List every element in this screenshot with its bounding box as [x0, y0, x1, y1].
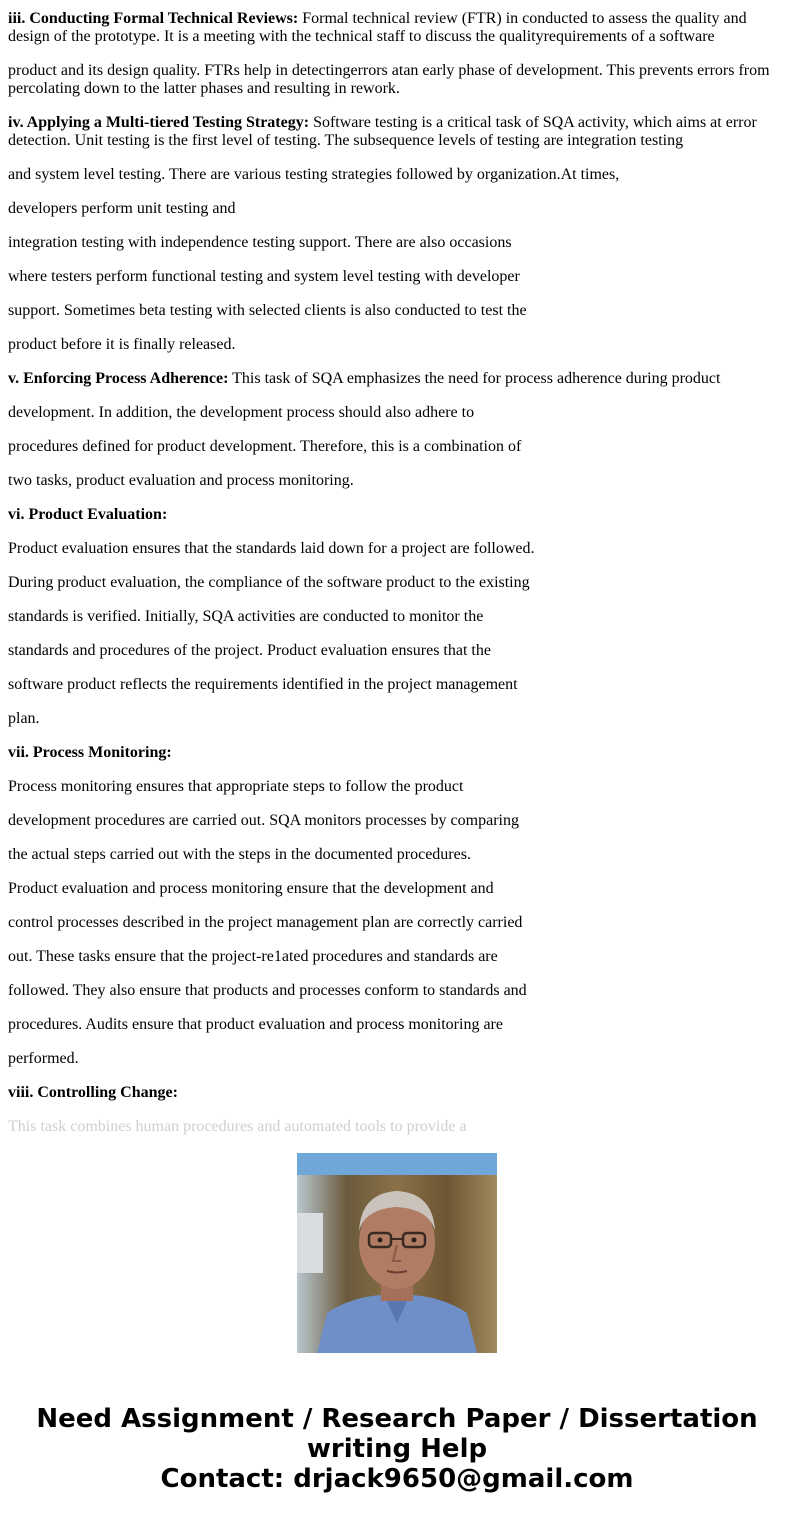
- paragraph: [8, 880, 786, 898]
- paragraph-text: Software testing is a critical task of SQA activity, which aims at error detection. Unit testing is the first level of testing. The subsequence levels of testing are integration testing: [8, 114, 757, 149]
- paragraph-text: the actual steps carried out with the steps in the documented procedures.: [8, 846, 471, 863]
- paragraph: [8, 336, 786, 354]
- paragraph-text: and system level testing. There are various testing strategies followed by organization.At times,: [8, 166, 620, 183]
- paragraph-text: Product evaluation and process monitoring ensure that the development and: [8, 880, 494, 897]
- paragraph: [8, 404, 786, 422]
- paragraph-text: control processes described in the project management plan are correctly carried: [8, 914, 523, 931]
- paragraph-text: procedures. Audits ensure that product evaluation and process monitoring are: [8, 1016, 503, 1033]
- paragraph: [8, 540, 786, 558]
- paragraph: [8, 234, 786, 252]
- paragraph: [8, 200, 786, 218]
- paragraph-text: two tasks, product evaluation and process monitoring.: [8, 472, 354, 489]
- paragraph: [8, 642, 786, 660]
- paragraph-text: support. Sometimes beta testing with selected clients is also conducted to test the: [8, 302, 527, 319]
- paragraph: [8, 1118, 786, 1136]
- paragraph-text: development. In addition, the development process should also adhere to: [8, 404, 475, 421]
- promo-banner: [0, 1404, 794, 1494]
- author-portrait-image: [297, 1153, 497, 1353]
- paragraph: [8, 608, 786, 626]
- paragraph-text: performed.: [8, 1050, 79, 1067]
- paragraph: [8, 812, 786, 830]
- paragraph: [8, 676, 786, 694]
- paragraph: [8, 1084, 786, 1102]
- paragraph: [8, 114, 786, 150]
- author-avatar: [297, 1153, 497, 1353]
- paragraph-text: procedures defined for product development. Therefore, this is a combination of: [8, 438, 522, 455]
- paragraph-text: plan.: [8, 710, 40, 727]
- paragraph-text: product before it is finally released.: [8, 336, 236, 353]
- paragraph-text: developers perform unit testing and: [8, 200, 236, 217]
- paragraph-text: followed. They also ensure that products and processes conform to standards and: [8, 982, 527, 999]
- paragraph: [8, 370, 786, 388]
- article-body: [8, 10, 786, 1135]
- paragraph: [8, 744, 786, 762]
- paragraph: [8, 268, 786, 286]
- paragraph-text: out. These tasks ensure that the project-re1ated procedures and standards are: [8, 948, 498, 965]
- paragraph: [8, 1016, 786, 1034]
- section-heading: iii. Conducting Formal Technical Reviews:: [8, 10, 299, 27]
- paragraph: [8, 914, 786, 932]
- paragraph: [8, 62, 786, 98]
- paragraph: [8, 948, 786, 966]
- section-heading: vi. Product Evaluation:: [8, 506, 168, 523]
- paragraph: [8, 778, 786, 796]
- paragraph-text: development procedures are carried out. SQA monitors processes by comparing: [8, 812, 519, 829]
- promo-line: Need Assignment / Research Paper / Dissertation: [36, 1404, 758, 1434]
- paragraph: [8, 982, 786, 1000]
- section-heading: iv. Applying a Multi-tiered Testing Strategy:: [8, 114, 310, 131]
- paragraph-text: standards and procedures of the project. Product evaluation ensures that the: [8, 642, 491, 659]
- paragraph-text: standards is verified. Initially, SQA activities are conducted to monitor the: [8, 608, 484, 625]
- paragraph: [8, 166, 786, 184]
- paragraph-text: product and its design quality. FTRs help in detectingerrors atan early phase of development. This prevents errors from percolating down to the latter phases and resulting in rework.: [8, 62, 770, 97]
- paragraph: [8, 506, 786, 524]
- section-heading: viii. Controlling Change:: [8, 1084, 178, 1101]
- paragraph: [8, 846, 786, 864]
- paragraph-text: This task combines human procedures and automated tools to provide a: [8, 1118, 467, 1135]
- paragraph: [8, 302, 786, 320]
- paragraph: [8, 10, 786, 46]
- paragraph: [8, 472, 786, 490]
- paragraph-text: Product evaluation ensures that the standards laid down for a project are followed.: [8, 540, 535, 557]
- paragraph-text: Formal technical review (FTR) in conducted to assess the quality and design of the prototype. It is a meeting with the technical staff to discuss the qualityrequirements of a software: [8, 10, 747, 45]
- section-heading: v. Enforcing Process Adherence:: [8, 370, 229, 387]
- paragraph: [8, 710, 786, 728]
- promo-line: writing Help: [306, 1434, 488, 1464]
- paragraph: [8, 1050, 786, 1068]
- paragraph-text: Process monitoring ensures that appropriate steps to follow the product: [8, 778, 464, 795]
- promo-contact: Contact: drjack9650@gmail.com: [160, 1464, 634, 1494]
- paragraph-text: software product reflects the requirements identified in the project management: [8, 676, 518, 693]
- section-heading: vii. Process Monitoring:: [8, 744, 172, 761]
- paragraph-text: where testers perform functional testing and system level testing with developer: [8, 268, 520, 285]
- paragraph: [8, 438, 786, 456]
- paragraph: [8, 574, 786, 592]
- paragraph-text: During product evaluation, the compliance of the software product to the existing: [8, 574, 530, 591]
- paragraph-text: This task of SQA emphasizes the need for process adherence during product: [232, 370, 721, 387]
- paragraph-text: integration testing with independence testing support. There are also occasions: [8, 234, 512, 251]
